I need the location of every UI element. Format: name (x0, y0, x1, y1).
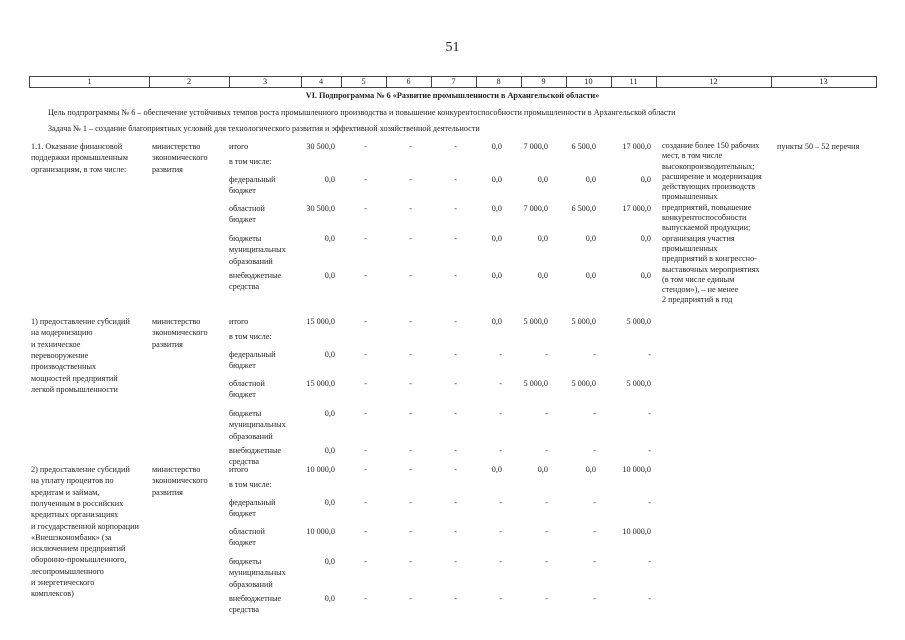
funding-value: - (454, 446, 457, 455)
funding-value: 0,0 (585, 175, 596, 184)
funding-value: - (409, 142, 412, 151)
expected-results-line: стендом»), – не менее (662, 285, 739, 295)
measure-name-line: производственных (31, 362, 97, 372)
column-divider (521, 77, 522, 87)
funding-value: - (499, 594, 502, 603)
executor-line: развития (152, 164, 183, 174)
funding-value: - (364, 175, 367, 184)
funding-value: - (545, 498, 548, 507)
funding-value: - (545, 409, 548, 418)
measure-name-line: кредитных организациях (31, 510, 119, 520)
expected-results-line: 2 предприятий в год (662, 295, 733, 305)
measure-name-line: «Внешэкономбанк» (за (31, 532, 112, 542)
funding-source-line: бюджеты (229, 557, 262, 566)
funding-value: - (454, 557, 457, 566)
funding-value: - (409, 446, 412, 455)
expected-results-line: (в том числе единым (662, 274, 735, 284)
funding-value: 0,0 (537, 271, 548, 280)
funding-value: - (648, 594, 651, 603)
funding-value: - (593, 594, 596, 603)
funding-value: 7 000,0 (523, 142, 548, 151)
funding-value: - (593, 446, 596, 455)
funding-value: 0,0 (324, 175, 335, 184)
funding-value: - (545, 557, 548, 566)
funding-source-line: бюджеты (229, 234, 262, 243)
funding-source-line: муниципальных (229, 420, 286, 430)
column-divider (431, 77, 432, 87)
funding-value: - (364, 557, 367, 566)
column-number-1: 1 (87, 77, 92, 86)
funding-value: - (409, 465, 412, 474)
funding-value: 0,0 (324, 409, 335, 418)
funding-value: 0,0 (324, 594, 335, 603)
funding-value: 0,0 (324, 350, 335, 359)
funding-source-line: муниципальных (229, 568, 286, 578)
funding-value: - (409, 409, 412, 418)
measure-name-line: мощностей предприятий (31, 373, 118, 383)
column-number-row (29, 76, 877, 88)
funding-value: - (499, 527, 502, 536)
measure-name-line: 1.1. Оказание финансовой (31, 142, 123, 151)
funding-source-line: областной (229, 379, 265, 388)
funding-value: - (364, 350, 367, 359)
funding-source-line: внебюджетные (229, 594, 282, 603)
funding-value: - (648, 446, 651, 455)
funding-value: - (454, 409, 457, 418)
funding-source-line: бюджет (229, 509, 256, 519)
funding-value: - (364, 317, 367, 326)
expected-results-line: промышленных (662, 192, 718, 202)
funding-value: - (648, 409, 651, 418)
funding-source-line: в том числе: (229, 480, 272, 489)
funding-value: 0,0 (324, 234, 335, 243)
funding-value: 30 500,0 (306, 204, 335, 213)
funding-source-line: бюджеты (229, 409, 262, 418)
expected-results-line: расширение и модернизация (662, 171, 762, 181)
funding-source-line: итого (229, 317, 249, 326)
funding-value: - (364, 498, 367, 507)
funding-value: 0,0 (537, 465, 548, 474)
funding-value: 0,0 (491, 271, 502, 280)
funding-value: - (409, 234, 412, 243)
funding-value: - (593, 557, 596, 566)
funding-value: - (364, 527, 367, 536)
measure-name-line: организациям, в том числе: (31, 164, 127, 174)
funding-value: 0,0 (324, 271, 335, 280)
funding-value: - (499, 350, 502, 359)
funding-value: 0,0 (491, 465, 502, 474)
measure-name-line: поддержки промышленным (31, 153, 128, 163)
funding-value: - (364, 204, 367, 213)
expected-results-line: предприятий в конгрессно- (662, 254, 757, 264)
funding-value: 5 000,0 (571, 379, 596, 388)
funding-value: 5 000,0 (523, 317, 548, 326)
funding-value: - (545, 527, 548, 536)
funding-value: - (499, 379, 502, 388)
column-number-11: 11 (629, 77, 638, 86)
funding-value: 17 000,0 (622, 142, 651, 151)
funding-value: 0,0 (640, 234, 651, 243)
funding-value: 0,0 (324, 557, 335, 566)
column-divider (229, 77, 230, 87)
expected-results-line: конкурентоспособности (662, 213, 747, 223)
funding-value: - (364, 271, 367, 280)
expected-results-line: создание более 150 рабочих (662, 141, 760, 150)
funding-value: 5 000,0 (571, 317, 596, 326)
executor-line: экономического (152, 328, 208, 338)
column-divider (611, 77, 612, 87)
funding-value: 0,0 (640, 271, 651, 280)
funding-value: - (364, 234, 367, 243)
funding-value: - (593, 527, 596, 536)
funding-value: 10 000,0 (622, 465, 651, 474)
funding-value: - (593, 350, 596, 359)
funding-source-line: бюджет (229, 538, 256, 548)
column-number-4: 4 (318, 77, 324, 86)
measure-name-line: 1) предоставление субсидий (31, 317, 130, 326)
funding-value: 10 000,0 (306, 465, 335, 474)
funding-source-line: средства (229, 605, 260, 615)
column-number-5: 5 (361, 77, 366, 86)
funding-value: - (454, 142, 457, 151)
funding-value: - (409, 379, 412, 388)
funding-source-line: образований (229, 579, 273, 589)
funding-value: 5 000,0 (626, 379, 651, 388)
funding-value: - (409, 271, 412, 280)
related-items-text: пункты 50 – 52 перечня (777, 142, 860, 151)
goal-text: Цель подпрограммы № 6 – обеспечение устойчивых темпов роста промышленного производства и повышение конкурентоспособности промышленности в Архангельской области (48, 108, 676, 117)
column-divider (341, 77, 342, 87)
funding-value: - (454, 350, 457, 359)
funding-value: 15 000,0 (306, 317, 335, 326)
funding-value: 7 000,0 (523, 204, 548, 213)
measure-name-line: исключением предприятий (31, 544, 126, 554)
funding-value: - (454, 594, 457, 603)
executor-line: экономического (152, 476, 208, 486)
measure-name-line: легкой промышленности (31, 384, 118, 394)
funding-value: - (545, 446, 548, 455)
funding-value: - (454, 379, 457, 388)
expected-results-line: предприятий, повышение (662, 202, 752, 212)
funding-source-line: областной (229, 204, 265, 213)
executor-line: экономического (152, 153, 208, 163)
funding-source-line: внебюджетные (229, 271, 282, 280)
column-number-10: 10 (584, 77, 593, 86)
executor-line: министерство (152, 317, 201, 326)
page-number: 51 (445, 40, 460, 55)
column-divider (149, 77, 150, 87)
funding-value: 0,0 (324, 498, 335, 507)
funding-source-line: в том числе: (229, 332, 272, 341)
funding-value: - (545, 594, 548, 603)
task-text: Задача № 1 – создание благоприятных условий для технологического развития и эффективной хозяйственной деятельности (48, 124, 480, 133)
funding-value: - (454, 204, 457, 213)
column-divider (476, 77, 477, 87)
funding-value: 10 000,0 (306, 527, 335, 536)
funding-value: - (454, 317, 457, 326)
column-number-6: 6 (406, 77, 411, 86)
column-divider (771, 77, 772, 87)
column-number-9: 9 (541, 77, 546, 86)
funding-value: 0,0 (585, 465, 596, 474)
funding-value: 10 000,0 (622, 527, 651, 536)
column-number-8: 8 (496, 77, 501, 86)
expected-results-line: промышленных (662, 243, 718, 253)
expected-results-line: выпускаемой продукции; (662, 223, 751, 233)
funding-value: - (648, 350, 651, 359)
section-title: VI. Подпрограмма № 6 «Развитие промышленности в Архангельской области» (305, 91, 600, 100)
funding-source-line: бюджет (229, 390, 256, 400)
funding-value: - (364, 142, 367, 151)
funding-value: 0,0 (491, 234, 502, 243)
funding-source-line: средства (229, 457, 260, 467)
funding-value: - (454, 234, 457, 243)
funding-source-line: образований (229, 431, 273, 441)
funding-value: - (409, 527, 412, 536)
funding-source-line: внебюджетные (229, 446, 282, 455)
funding-value: - (409, 594, 412, 603)
funding-value: 0,0 (491, 204, 502, 213)
executor-line: министерство (152, 465, 201, 474)
expected-results-line: высокопроизводительных; (662, 161, 755, 171)
funding-source-line: федеральный (229, 498, 276, 507)
funding-value: 0,0 (585, 271, 596, 280)
measure-name-line: и энергетического (31, 578, 95, 587)
funding-source-line: муниципальных (229, 245, 286, 255)
funding-value: - (364, 446, 367, 455)
funding-source-line: бюджет (229, 186, 256, 196)
funding-source-line: бюджет (229, 361, 256, 371)
funding-value: 17 000,0 (622, 204, 651, 213)
funding-value: 6 500,0 (571, 204, 596, 213)
measure-name-line: на уплату процентов по (31, 476, 114, 486)
funding-source-line: средства (229, 282, 260, 292)
column-number-2: 2 (186, 77, 192, 86)
funding-value: 6 500,0 (571, 142, 596, 151)
expected-results-line: организация участия (662, 233, 735, 243)
measure-name-line: 2) предоставление субсидий (31, 465, 130, 474)
funding-value: - (454, 271, 457, 280)
funding-value: 0,0 (537, 175, 548, 184)
funding-value: - (409, 498, 412, 507)
column-number-3: 3 (262, 77, 268, 86)
funding-value: - (454, 498, 457, 507)
funding-value: 30 500,0 (306, 142, 335, 151)
funding-value: - (545, 350, 548, 359)
executor-line: развития (152, 487, 183, 497)
measure-name-line: кредитам и займам, (31, 487, 100, 497)
funding-value: - (499, 409, 502, 418)
funding-value: - (499, 557, 502, 566)
funding-value: 0,0 (491, 175, 502, 184)
column-number-12: 12 (709, 77, 718, 86)
funding-value: 15 000,0 (306, 379, 335, 388)
funding-value: - (454, 175, 457, 184)
expected-results-line: выставочных мероприятиях (662, 264, 760, 274)
funding-value: - (364, 594, 367, 603)
funding-value: 0,0 (537, 234, 548, 243)
column-divider (656, 77, 657, 87)
funding-value: - (364, 465, 367, 474)
funding-value: 0,0 (491, 142, 502, 151)
column-number-13: 13 (819, 77, 828, 86)
funding-value: - (409, 557, 412, 566)
funding-source-line: бюджет (229, 215, 256, 225)
funding-source-line: итого (229, 465, 249, 474)
funding-value: - (454, 465, 457, 474)
funding-value: - (364, 379, 367, 388)
measure-name-line: перевооружение (31, 350, 89, 360)
funding-source-line: в том числе: (229, 157, 272, 166)
measure-name-line: оборонно-промышленного, (31, 555, 127, 565)
column-divider (386, 77, 387, 87)
column-divider (301, 77, 302, 87)
measure-name-line: на модернизацию (31, 328, 93, 338)
column-divider (566, 77, 567, 87)
funding-value: 5 000,0 (523, 379, 548, 388)
funding-value: - (364, 409, 367, 418)
funding-source-line: итого (229, 142, 249, 151)
column-number-7: 7 (451, 77, 456, 86)
expected-results-line: мест, в том числе (662, 151, 723, 161)
expected-results-text (662, 141, 762, 306)
measure-name-line: комплексов) (31, 589, 74, 599)
funding-value: - (409, 175, 412, 184)
executor-line: развития (152, 339, 183, 349)
funding-value: 5 000,0 (626, 317, 651, 326)
funding-value: - (648, 557, 651, 566)
funding-value: - (499, 498, 502, 507)
funding-source-line: федеральный (229, 350, 276, 359)
funding-value: - (409, 204, 412, 213)
funding-value: - (593, 498, 596, 507)
expected-results-line: действующих производств (662, 182, 756, 192)
funding-source-line: областной (229, 527, 265, 536)
funding-source-line: федеральный (229, 175, 276, 184)
funding-value: - (409, 350, 412, 359)
funding-value: 0,0 (491, 317, 502, 326)
funding-value: - (499, 446, 502, 455)
funding-value: - (593, 409, 596, 418)
funding-value: - (648, 498, 651, 507)
measure-name-line: и техническое (31, 339, 81, 349)
measure-name-line: полученным в российских (31, 498, 124, 508)
funding-source-line: образований (229, 256, 273, 266)
funding-value: - (454, 527, 457, 536)
measure-name-line: и государственной корпорации (31, 521, 139, 531)
funding-value: 0,0 (585, 234, 596, 243)
funding-value: 0,0 (324, 446, 335, 455)
measure-name-line: лесопромышленного (31, 566, 104, 576)
funding-value: 0,0 (640, 175, 651, 184)
executor-line: министерство (152, 142, 201, 151)
funding-value: - (409, 317, 412, 326)
